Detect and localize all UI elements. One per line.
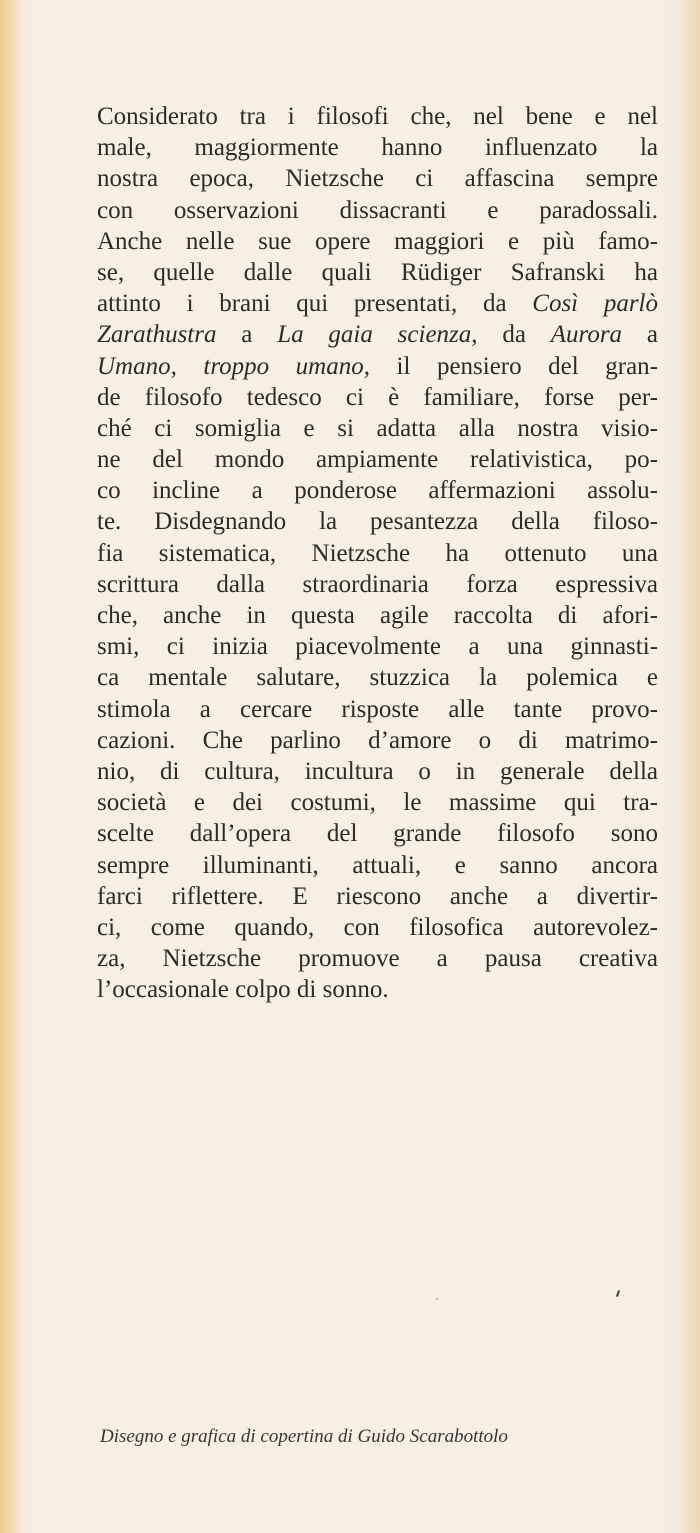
text-run: sempre illuminanti, attuali, e sanno ancora: [97, 851, 658, 879]
blurb-line: [97, 694, 658, 725]
title-italic: Umano, troppo umano: [97, 352, 364, 380]
text-run: ci, come quando, con filosofica autorevolez-: [97, 913, 658, 941]
text-run: farci riflettere. E riescono anche a divertir-: [97, 882, 658, 910]
blurb-line: [97, 943, 658, 974]
blurb-line: [97, 725, 658, 756]
ink-mark: [616, 1290, 620, 1297]
blurb-line: [97, 850, 658, 881]
text-run: ne del mondo ampiamente relativistica, po-: [97, 446, 658, 474]
text-run: , da: [471, 321, 551, 349]
text-run: a: [622, 321, 658, 349]
blurb-line: [97, 662, 658, 693]
blurb-line: [97, 818, 658, 849]
blurb-line: [97, 226, 658, 257]
blurb-line: [97, 787, 658, 818]
text-run: za, Nietzsche promuove a pausa creativa: [97, 945, 658, 973]
text-run: ca mentale salutare, stuzzica la polemica e: [97, 664, 658, 692]
blurb-line: [97, 444, 658, 475]
blurb-line: [97, 538, 658, 569]
text-run: l’occasionale colpo di sonno.: [97, 976, 389, 1004]
blurb-line: [97, 881, 658, 912]
title-italic: Zarathustra: [97, 321, 217, 349]
blurb-line: [97, 382, 658, 413]
blurb-line: [97, 756, 658, 787]
blurb-line: [97, 413, 658, 444]
blurb-line: [97, 101, 658, 132]
blurb-line: [97, 506, 658, 537]
blurb-line: [97, 912, 658, 943]
text-run: con osservazioni dissacranti e paradossali.: [97, 196, 658, 224]
cover-credit: Disegno e grafica di copertina di Guido Scarabottolo: [100, 1426, 508, 1447]
text-run: scelte dall’opera del grande filosofo sono: [97, 820, 658, 848]
text-run: stimola a cercare risposte alle tante provo-: [97, 695, 658, 723]
text-run: cazioni. Che parlino d’amore o di matrimo-: [97, 726, 658, 754]
text-run: a: [216, 321, 278, 349]
text-run: , il pensiero del gran-: [363, 352, 658, 380]
blurb-line: [97, 631, 658, 662]
text-run: de filosofo tedesco ci è familiare, forse per-: [97, 383, 658, 411]
blurb-line: [97, 569, 658, 600]
text-run: smi, ci inizia piacevolmente a una ginnasti-: [97, 633, 658, 661]
title-italic: La gaia scienza: [277, 321, 472, 349]
blurb-line: [97, 475, 658, 506]
title-italic: Così parlò: [532, 290, 658, 318]
blurb-line: [97, 600, 658, 631]
text-run: nio, di cultura, incultura o in generale della: [97, 757, 658, 785]
text-run: società e dei costumi, le massime qui tra-: [97, 789, 658, 817]
title-italic: Aurora: [550, 321, 623, 349]
text-run: scrittura dalla straordinaria forza espressiva: [97, 570, 658, 598]
text-run: che, anche in questa agile raccolta di afori-: [97, 602, 658, 629]
text-run: nostra epoca, Nietzsche ci affascina sempre: [97, 165, 658, 193]
blurb-line: [97, 132, 658, 163]
blurb-line: [97, 288, 658, 319]
text-run: fia sistematica, Nietzsche ha ottenuto una: [97, 539, 658, 567]
blurb-line: [97, 257, 658, 288]
text-run: te. Disdegnando la pesantezza della filoso-: [97, 508, 658, 536]
page-edge-shading: [678, 0, 700, 1533]
blurb-paragraph: [97, 101, 658, 1005]
text-run: co incline a ponderose affermazioni assolu-: [97, 477, 658, 505]
text-run: attinto i brani qui presentati, da: [97, 290, 533, 318]
text-run: ché ci somiglia e si adatta alla nostra visio-: [97, 414, 658, 442]
text-run: Anche nelle sue opere maggiori e più famo-: [97, 227, 658, 255]
paper-speck: [436, 1298, 438, 1300]
blurb-line: [97, 351, 658, 382]
text-run: se, quelle dalle quali Rüdiger Safranski ha: [97, 258, 658, 286]
blurb-line: [97, 195, 658, 226]
blurb-line: [97, 163, 658, 194]
text-run: male, maggiormente hanno influenzato la: [97, 134, 658, 162]
text-run: Considerato tra i filosofi che, nel bene e nel: [97, 103, 658, 130]
blurb-line: [97, 319, 658, 350]
blurb-line: [97, 974, 658, 1005]
